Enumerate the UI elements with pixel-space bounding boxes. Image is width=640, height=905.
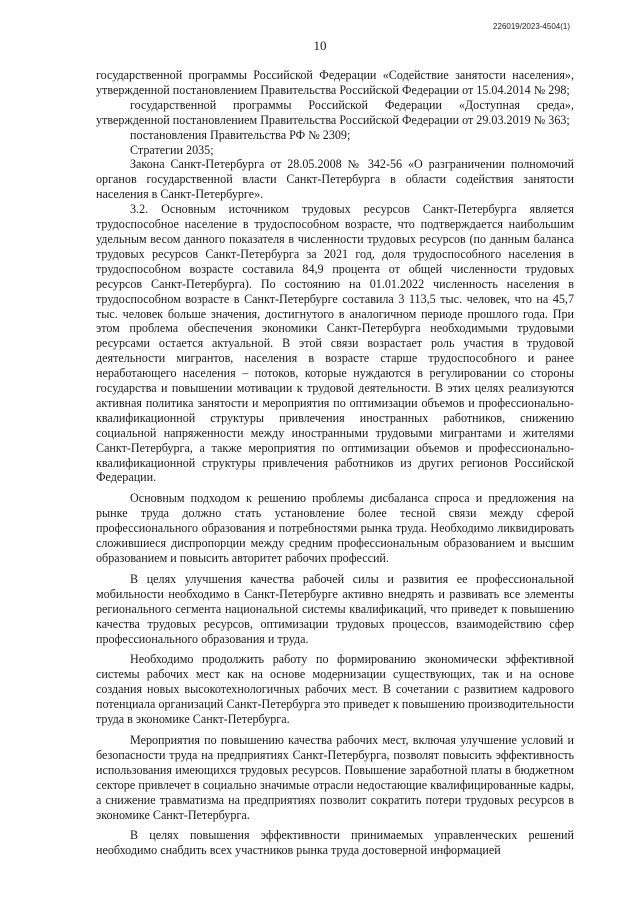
paragraph: государственной программы Российской Федерации «Содействие занятости населения», утвержденной постановлением Правительства Российской Федерации от 15.04.2014 № 298; bbox=[96, 68, 574, 97]
paragraph: государственной программы Российской Федерации «Доступная среда», утвержденной постановлением Правительства Российской Федерации от 29.03.2019 № 363; bbox=[96, 97, 574, 127]
paragraph: Мероприятия по повышению качества рабочих мест, включая улучшение условий и безопасности труда на предприятиях Санкт-Петербурга, позволят повысить эффективность использования имеющихся трудовых ресурсов. Повышение заработной платы в бюджетном секторе привлечет в социально значимые отрасли недостающие квалифицированные кадры, а снижение травматизма на предприятиях позволит сократить потери трудовых ресурсов в экономике Санкт-Петербурга. bbox=[96, 732, 574, 822]
paragraph: В целях повышения эффективности принимаемых управленческих решений необходимо снабдить всех участников рынка труда достоверной информацией bbox=[96, 828, 574, 858]
paragraph: 3.2. Основным источником трудовых ресурсов Санкт-Петербурга является трудоспособное население в трудоспособном возрасте, что подтверждается наибольшим удельным весом данного показателя в численности трудовых ресурсов (по данным баланса трудовых ресурсов Санкт-Петербурга за 2021 год, доля трудоспособного населения в трудоспособном возрасте составила 84,9 процента от общей численности трудовых ресурсов Санкт-Петербурга). По состоянию на 01.01.2022 численность населения в трудоспособном возрасте в Санкт-Петербурге составила 3 113,5 тыс. человек, что на 45,7 тыс. человек больше значения, достигнутого в аналогичном периоде прошлого года. При этом проблема обеспечения экономики Санкт-Петербурга необходимыми трудовыми ресурсами остается актуальной. В этой связи возрастает роль участия в трудовой деятельности мигрантов, населения в возрасте старше трудоспособного и ранее неработающего населения – потоков, которые нуждаются в регулировании со стороны государства и повышении мотивации к трудовой деятельности. В этих целях реализуются активная политика занятости и мероприятия по оптимизации объемов и профессионально-квалификационной структуры привлечения иностранных работников, снижению социальной напряженности между иностранными трудовыми мигрантами и жителями Санкт-Петербурга, а также мероприятия по оптимизации объемов и профессионально-квалификационной структуры привлечения работников из других регионов Российской Федерации. bbox=[96, 202, 574, 485]
page-number: 10 bbox=[313, 38, 327, 53]
paragraph: Закона Санкт-Петербурга от 28.05.2008 № 342-56 «О разграничении полномочий органов государственной власти Санкт-Петербурга в области содействия занятости населения в Санкт-Петербурге». bbox=[96, 157, 574, 202]
paragraph: постановления Правительства РФ № 2309; bbox=[130, 127, 351, 142]
document-id: 226019/2023-4504(1) bbox=[493, 22, 570, 31]
paragraph: Стратегии 2035; bbox=[130, 142, 214, 157]
paragraph: Основным подходом к решению проблемы дисбаланса спроса и предложения на рынке труда должно стать установление более тесной связи между сферой профессионального образования и потребностями рынка труда. Необходимо ликвидировать сложившиеся диспропорции между средним профессиональным образованием и высшим образованием и повысить авторитет рабочих профессий. bbox=[96, 491, 574, 565]
paragraph: Необходимо продолжить работу по формированию экономически эффективной системы рабочих мест как на основе модернизации существующих, так и на основе создания новых высокотехнологичных рабочих мест. В сочетании с развитием кадрового потенциала организаций Санкт-Петербурга это приведет к повышению производительности труда в экономике Санкт-Петербурга. bbox=[96, 652, 574, 727]
document-body bbox=[96, 68, 574, 858]
paragraph: В целях улучшения качества рабочей силы и развития ее профессиональной мобильности необходимо в Санкт-Петербурге активно внедрять и развивать все элементы регионального сегмента национальной системы квалификаций, что приведет к повышению качества трудовых ресурсов, оптимизации трудовых процессов, взаимодействию сфер профессионального образования и труда. bbox=[96, 571, 574, 646]
